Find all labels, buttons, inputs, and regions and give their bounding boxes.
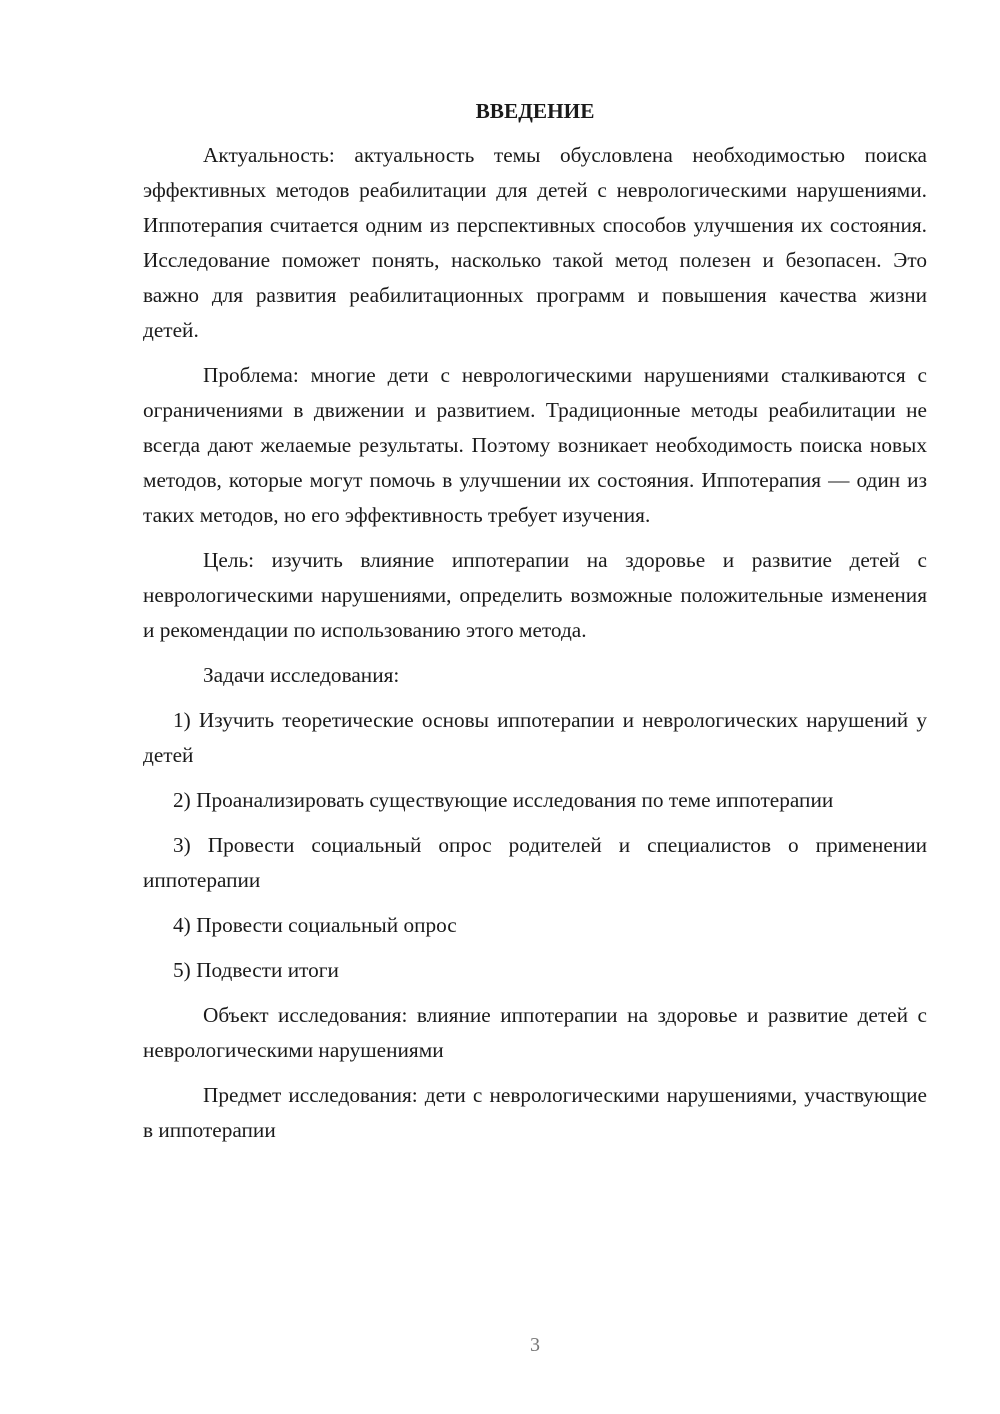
page-title: ВВЕДЕНИЕ: [475, 99, 595, 123]
goal-paragraph: Цель: изучить влияние иппотерапии на здоровье и развитие детей с неврологическими нарушениями, определить возможные положительные изменения и рекомендации по использованию этого метода.: [143, 548, 927, 642]
task-item-5: 5) Подвести итоги: [173, 958, 339, 982]
task-item-4: 4) Провести социальный опрос: [173, 913, 457, 937]
document-page: [143, 96, 927, 1158]
problem-paragraph: Проблема: многие дети с неврологическими нарушениями сталкиваются с ограничениями в движении и развитием. Традиционные методы реабилитации не всегда дают желаемые результаты. Поэтому возникает необходимость поиска новых методов, которые могут помочь в улучшении их состояния. Иппотерапия — один из таких методов, но его эффективность требует изучения.: [143, 363, 927, 527]
task-item-1: 1) Изучить теоретические основы иппотерапии и неврологических нарушений у детей: [143, 708, 927, 767]
subject-paragraph: Предмет исследования: дети с неврологическими нарушениями, участвующие в иппотерапии: [143, 1083, 927, 1142]
relevance-paragraph: Актуальность: актуальность темы обусловлена необходимостью поиска эффективных методов реабилитации для детей с неврологическими нарушениями. Иппотерапия считается одним из перспективных способов улучшения их состояния. Исследование поможет понять, насколько такой метод полезен и безопасен. Это важно для развития реабилитационных программ и повышения качества жизни детей.: [143, 143, 927, 342]
task-item-2: 2) Проанализировать существующие исследования по теме иппотерапии: [173, 788, 834, 812]
task-item-3: 3) Провести социальный опрос родителей и специалистов о применении иппотерапии: [143, 833, 927, 892]
object-paragraph: Объект исследования: влияние иппотерапии на здоровье и развитие детей с неврологическими нарушениями: [143, 1003, 927, 1062]
tasks-heading: Задачи исследования:: [203, 663, 400, 687]
page-number: 3: [530, 1334, 540, 1356]
